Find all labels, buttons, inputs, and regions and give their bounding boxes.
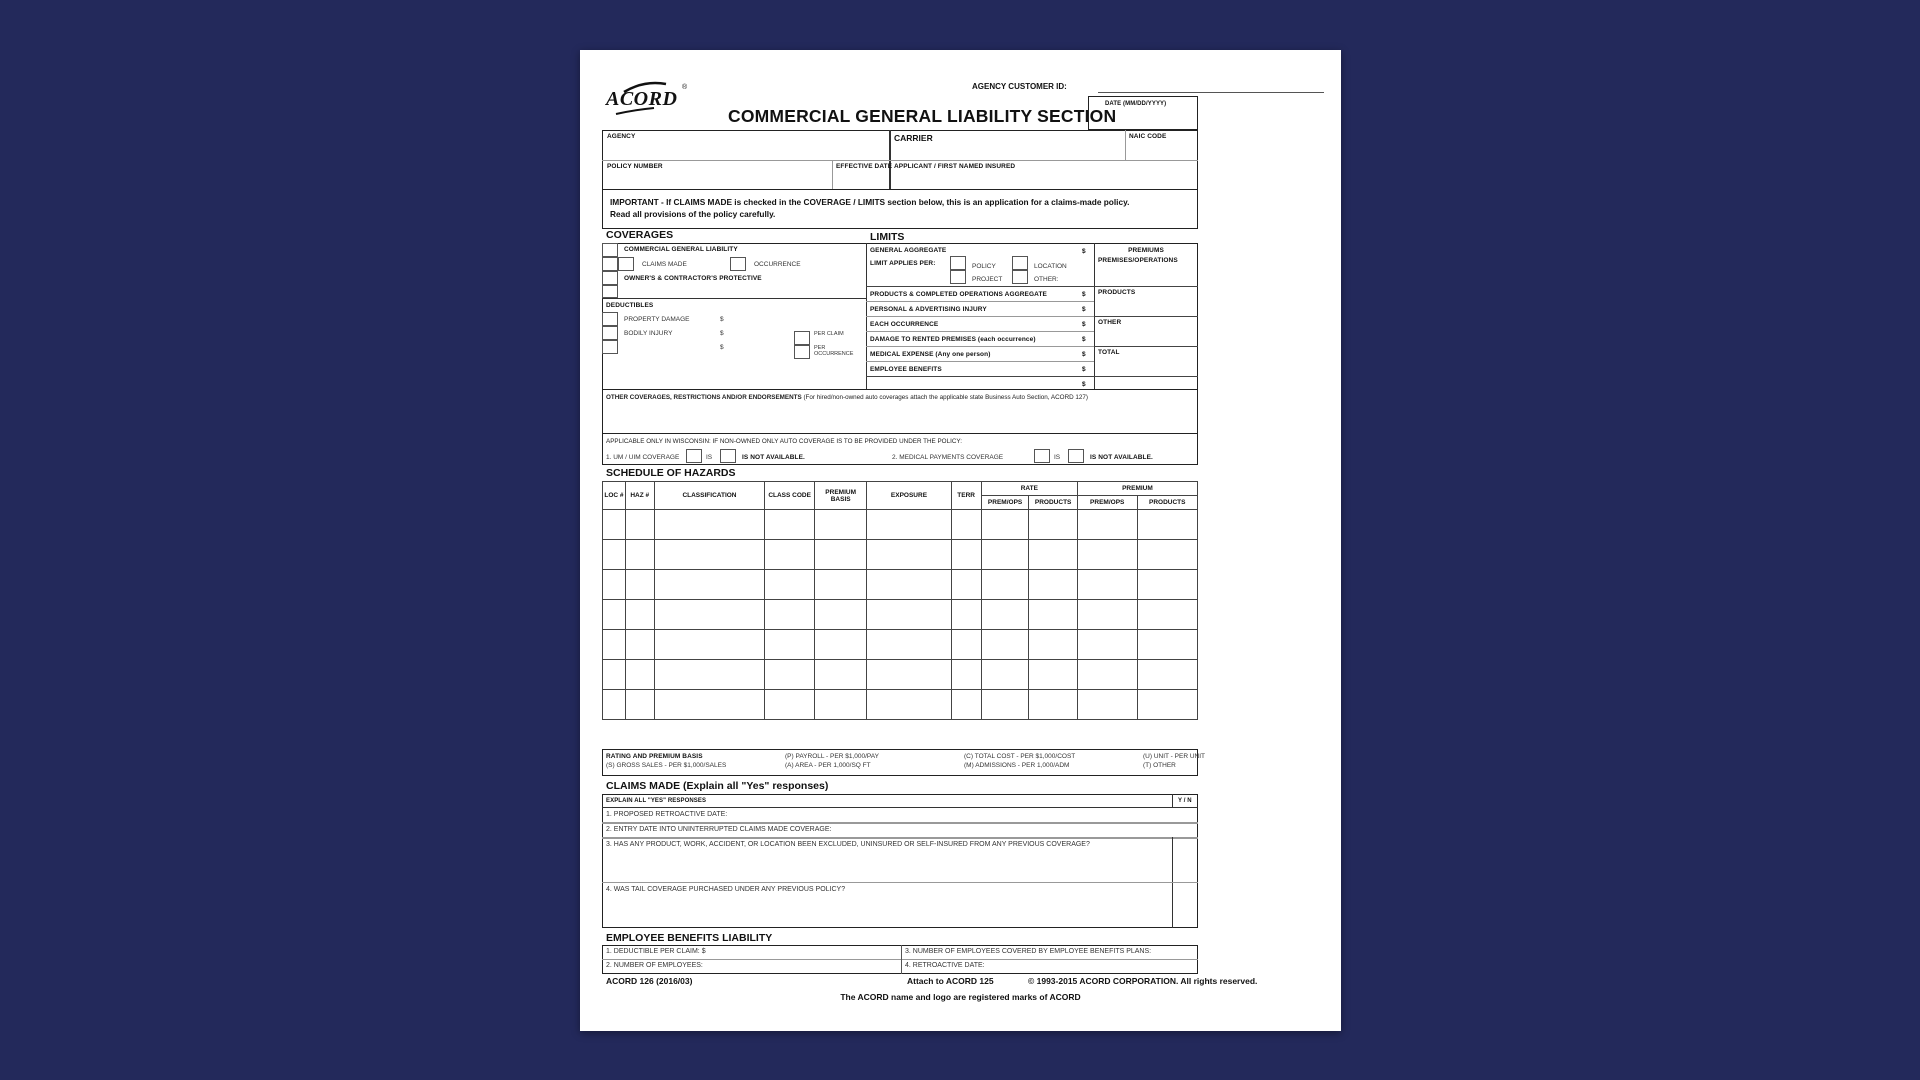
applicant-field[interactable]: [892, 172, 1196, 189]
acord-logo: [604, 78, 694, 118]
yn-label: Y / N: [1178, 798, 1192, 804]
premiums-heading: PREMIUMS: [1128, 247, 1164, 254]
premium-premises-ops: PREMISES/OPERATIONS: [1098, 257, 1178, 264]
basis-c: (C) TOTAL COST - PER $1,000/COST: [964, 753, 1076, 760]
claims-made-checkbox[interactable]: [618, 257, 634, 271]
col-terr: TERR: [951, 482, 981, 510]
per-claim-label: PER CLAIM: [814, 331, 844, 337]
general-aggregate-dollar: $: [1082, 248, 1086, 255]
hazards-heading: SCHEDULE OF HAZARDS: [606, 467, 736, 479]
um-uim-label: 1. UM / UIM COVERAGE: [606, 454, 680, 461]
bodily-injury-dollar: $: [720, 330, 724, 337]
number-of-employees-field[interactable]: 2. NUMBER OF EMPLOYEES:: [606, 962, 703, 969]
property-damage-dollar: $: [720, 316, 724, 323]
applicant-label: APPLICANT / FIRST NAMED INSURED: [894, 163, 1016, 170]
table-row[interactable]: [603, 600, 1198, 630]
limit-dollar: $: [1082, 291, 1086, 298]
important-line-2: Read all provisions of the policy carefully.: [610, 209, 776, 219]
limit-row-products: PRODUCTS & COMPLETED OPERATIONS AGGREGATE: [870, 291, 1047, 298]
attach-note: Attach to ACORD 125: [907, 976, 994, 986]
other-limit-label: OTHER:: [1034, 276, 1059, 283]
col-rate: RATE: [981, 482, 1077, 496]
col-classification: CLASSIFICATION: [654, 482, 765, 510]
property-damage-checkbox[interactable]: [602, 312, 618, 326]
deductible-per-claim-field[interactable]: 1. DEDUCTIBLE PER CLAIM: $: [606, 948, 706, 955]
ebl-heading: EMPLOYEE BENEFITS LIABILITY: [606, 932, 773, 944]
col-exposure: EXPOSURE: [867, 482, 951, 510]
col-premium: PREMIUM: [1077, 482, 1197, 496]
important-line-1: IMPORTANT - If CLAIMS MADE is checked in the COVERAGE / LIMITS section below, this is an application for a claims-made policy.: [610, 197, 1130, 207]
ocp-label: OWNER'S & CONTRACTOR'S PROTECTIVE: [624, 275, 762, 282]
agency-field[interactable]: [604, 142, 886, 159]
form-page: [580, 50, 1341, 1031]
carrier-label: CARRIER: [894, 133, 933, 143]
per-claim-checkbox[interactable]: [794, 331, 810, 345]
bodily-injury-label: BODILY INJURY: [624, 330, 673, 337]
date-label: DATE (MM/DD/YYYY): [1105, 101, 1167, 107]
table-row[interactable]: [603, 570, 1198, 600]
col-class-code: CLASS CODE: [765, 482, 815, 510]
excluded-question[interactable]: 3. HAS ANY PRODUCT, WORK, ACCIDENT, OR LOCATION BEEN EXCLUDED, UNINSURED OR SELF-INSURED FROM ANY PREVIOUS COVERAGE?: [606, 841, 1090, 848]
col-loc: LOC #: [603, 482, 626, 510]
important-notice: [602, 189, 1198, 229]
premium-products: PRODUCTS: [1098, 289, 1136, 296]
other-limit-checkbox[interactable]: [1012, 270, 1028, 284]
basis-m: (M) ADMISSIONS - PER 1,000/ADM: [964, 762, 1070, 769]
hazards-table: [602, 481, 1198, 720]
ocp-checkbox[interactable]: [602, 271, 618, 285]
med-payments-label: 2. MEDICAL PAYMENTS COVERAGE: [892, 454, 1004, 461]
col-rate-prem-ops: PREM/OPS: [981, 496, 1029, 510]
med-is-checkbox[interactable]: [1034, 449, 1050, 463]
col-rate-products: PRODUCTS: [1029, 496, 1077, 510]
form-id: ACORD 126 (2016/03): [606, 976, 693, 986]
general-aggregate-label: GENERAL AGGREGATE: [870, 247, 947, 254]
med-is-not-label: IS NOT AVAILABLE.: [1090, 454, 1153, 461]
cgl-checkbox[interactable]: [602, 243, 618, 257]
table-row[interactable]: [603, 690, 1198, 720]
um-is-not-checkbox[interactable]: [720, 449, 736, 463]
limit-dollar: $: [1082, 336, 1086, 343]
limits-heading: LIMITS: [870, 231, 905, 243]
retroactive-date-field[interactable]: 1. PROPOSED RETROACTIVE DATE:: [606, 811, 728, 818]
premium-total: TOTAL: [1098, 349, 1120, 356]
policy-label: POLICY: [972, 263, 996, 270]
premium-other: OTHER: [1098, 319, 1122, 326]
tail-coverage-question[interactable]: 4. WAS TAIL COVERAGE PURCHASED UNDER ANY PREVIOUS POLICY?: [606, 886, 846, 893]
basis-s: (S) GROSS SALES - PER $1,000/SALES: [606, 762, 727, 769]
rating-basis-title: RATING AND PREMIUM BASIS: [606, 753, 703, 760]
col-premium-basis: PREMIUM BASIS: [814, 482, 866, 510]
other-coverages-label: [606, 394, 1088, 401]
basis-p: (P) PAYROLL - PER $1,000/PAY: [785, 753, 879, 760]
limit-dollar: $: [1082, 351, 1086, 358]
limit-applies-per-label: LIMIT APPLIES PER:: [870, 260, 936, 267]
ebl-retroactive-date-field[interactable]: 4. RETROACTIVE DATE:: [905, 962, 985, 969]
entry-date-field[interactable]: 2. ENTRY DATE INTO UNINTERRUPTED CLAIMS MADE COVERAGE:: [606, 826, 832, 833]
policy-number-field[interactable]: [604, 172, 830, 189]
deductibles-label: DEDUCTIBLES: [606, 302, 654, 309]
occurrence-checkbox[interactable]: [730, 257, 746, 271]
limit-dollar: $: [1082, 366, 1086, 373]
trademark-note: The ACORD name and logo are registered marks of ACORD: [840, 992, 1081, 1002]
agency-customer-id-field[interactable]: [1098, 92, 1324, 93]
other-coverage-checkbox[interactable]: [602, 285, 618, 298]
employees-covered-field[interactable]: 3. NUMBER OF EMPLOYEES COVERED BY EMPLOYEE BENEFITS PLANS:: [905, 948, 1152, 955]
limit-dollar: $: [1082, 306, 1086, 313]
col-haz: HAZ #: [625, 482, 654, 510]
cgl-label: COMMERCIAL GENERAL LIABILITY: [624, 246, 738, 253]
basis-a: (A) AREA - PER 1,000/SQ FT: [785, 762, 871, 769]
naic-code-label: NAIC CODE: [1129, 133, 1167, 140]
limit-row-damage-rented: DAMAGE TO RENTED PREMISES (each occurrence): [870, 336, 1036, 343]
effective-date-field[interactable]: [834, 172, 888, 189]
basis-u: (U) UNIT - PER UNIT: [1143, 753, 1205, 760]
claims-made-label: CLAIMS MADE: [642, 261, 687, 268]
um-is-label: IS: [706, 454, 713, 461]
other-deductible-dollar: $: [720, 344, 724, 351]
table-row[interactable]: [603, 540, 1198, 570]
copyright: © 1993-2015 ACORD CORPORATION. All rights reserved.: [1028, 976, 1258, 986]
med-is-label: IS: [1054, 454, 1061, 461]
agency-customer-id-label: AGENCY CUSTOMER ID:: [972, 82, 1067, 91]
table-row[interactable]: [603, 510, 1198, 540]
coverages-heading: COVERAGES: [606, 229, 674, 241]
bodily-injury-checkbox[interactable]: [602, 326, 618, 340]
other-coverages-field[interactable]: [602, 389, 1198, 434]
date-field[interactable]: [1088, 96, 1198, 130]
limit-row-each-occurrence: EACH OCCURRENCE: [870, 321, 939, 328]
property-damage-label: PROPERTY DAMAGE: [624, 316, 690, 323]
occurrence-label: OCCURRENCE: [754, 261, 801, 268]
other-coverages-title: OTHER COVERAGES, RESTRICTIONS AND/OR ENDORSEMENTS: [606, 394, 802, 401]
table-row[interactable]: [603, 630, 1198, 660]
basis-t: (T) OTHER: [1143, 762, 1176, 769]
q3-yn-field[interactable]: [1173, 839, 1197, 881]
q4-yn-field[interactable]: [1173, 884, 1197, 926]
col-premium-prem-ops: PREM/OPS: [1077, 496, 1137, 510]
agency-label: AGENCY: [607, 133, 636, 140]
carrier-field[interactable]: [892, 144, 1122, 159]
col-premium-products: PRODUCTS: [1137, 496, 1197, 510]
per-occurrence-label: PER OCCURRENCE: [814, 345, 854, 357]
limit-row-employee-benefits: EMPLOYEE BENEFITS: [870, 366, 942, 373]
per-occurrence-checkbox[interactable]: [794, 345, 810, 359]
limit-dollar: $: [1082, 321, 1086, 328]
rating-basis-block: [602, 749, 1205, 776]
claims-made-heading: CLAIMS MADE (Explain all "Yes" responses): [606, 780, 829, 792]
wisconsin-label: APPLICABLE ONLY IN WISCONSIN: IF NON-OWNED ONLY AUTO COVERAGE IS TO BE PROVIDED UNDER THE POLICY:: [606, 438, 962, 445]
explain-yes-label: EXPLAIN ALL "YES" RESPONSES: [606, 798, 707, 804]
other-deductible-checkbox[interactable]: [602, 340, 618, 354]
naic-code-field[interactable]: [1127, 142, 1195, 159]
policy-checkbox[interactable]: [950, 256, 966, 270]
page-title: COMMERCIAL GENERAL LIABILITY SECTION: [728, 106, 1117, 126]
location-checkbox[interactable]: [1012, 256, 1028, 270]
project-checkbox[interactable]: [950, 270, 966, 284]
other-coverages-note: (For hired/non-owned auto coverages attach the applicable state Business Auto Section, ACORD 127): [803, 394, 1089, 401]
logo-text: ACORD: [606, 88, 678, 110]
location-label: LOCATION: [1034, 263, 1067, 270]
project-label: PROJECT: [972, 276, 1003, 283]
policy-number-label: POLICY NUMBER: [607, 163, 663, 170]
med-is-not-checkbox[interactable]: [1068, 449, 1084, 463]
limit-dollar: $: [1082, 381, 1086, 388]
um-is-checkbox[interactable]: [686, 449, 702, 463]
effective-date-label: EFFECTIVE DATE: [836, 163, 893, 170]
limit-row-personal-advertising: PERSONAL & ADVERTISING INJURY: [870, 306, 987, 313]
limit-row-medical-expense: MEDICAL EXPENSE (Any one person): [870, 351, 991, 358]
registered-mark: ®: [682, 84, 688, 91]
cgl-spacer-checkbox[interactable]: [602, 257, 618, 271]
um-is-not-label: IS NOT AVAILABLE.: [742, 454, 805, 461]
table-row[interactable]: [603, 660, 1198, 690]
